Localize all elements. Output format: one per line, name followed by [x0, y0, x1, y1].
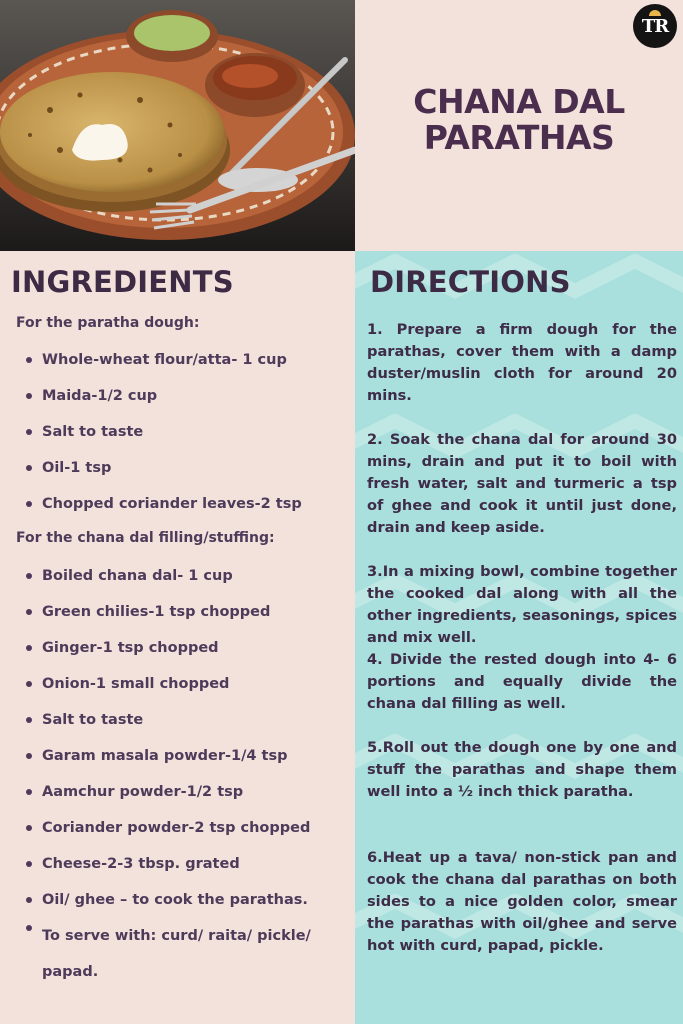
list-item: Oil-1 tsp: [22, 458, 342, 494]
list-item: To serve with: curd/ raita/ pickle/ papad.: [22, 918, 322, 990]
directions-section: [355, 251, 683, 1024]
list-item: Oil/ ghee – to cook the parathas.: [22, 890, 342, 926]
list-item: Salt to taste: [22, 710, 342, 746]
direction-step-4: 4. Divide the rested dough into 4- 6 portions and equally divide the chana dal filling as well.: [367, 651, 677, 712]
dough-subheading: For the paratha dough:: [16, 315, 200, 331]
title-line-2: PARATHAS: [423, 118, 615, 157]
list-item: Chopped coriander leaves-2 tsp: [22, 494, 342, 530]
filling-subheading: For the chana dal filling/stuffing:: [16, 530, 275, 546]
direction-step-5: 5.Roll out the dough one by one and stuff the parathas and shape them well into a ½ inch thick paratha.: [367, 739, 677, 800]
filling-ingredient-list: [22, 566, 342, 998]
list-item: Onion-1 small chopped: [22, 674, 342, 710]
list-item: Green chilies-1 tsp chopped: [22, 602, 342, 638]
brand-logo: [633, 4, 677, 48]
list-item: Aamchur powder-1/2 tsp: [22, 782, 342, 818]
ingredients-section: [0, 251, 355, 1024]
directions-heading: DIRECTIONS: [370, 265, 571, 299]
food-photo: [0, 0, 355, 251]
direction-step-2: 2. Soak the chana dal for around 30 mins, drain and put it to boil with fresh water, salt and turmeric a tsp of ghee and cook it until just done, drain and keep aside.: [367, 431, 677, 536]
dough-ingredient-list: [22, 350, 342, 530]
list-item: Cheese-2-3 tbsp. grated: [22, 854, 342, 890]
logo-text: TR: [641, 15, 669, 37]
direction-step-6: 6.Heat up a tava/ non-stick pan and cook the chana dal parathas on both sides to a nice golden color, smear the parathas with oil/ghee and serve hot with curd, papad, pickle.: [367, 849, 677, 954]
list-item: Maida-1/2 cup: [22, 386, 342, 422]
list-item: Whole-wheat flour/atta- 1 cup: [22, 350, 342, 386]
list-item: Garam masala powder-1/4 tsp: [22, 746, 342, 782]
list-item: Ginger-1 tsp chopped: [22, 638, 342, 674]
paratha-plate-illustration: [0, 0, 355, 251]
list-item: Coriander powder-2 tsp chopped: [22, 818, 342, 854]
title-line-1: CHANA DAL: [413, 82, 625, 121]
list-item: Salt to taste: [22, 422, 342, 458]
direction-step-1: 1. Prepare a firm dough for the parathas, cover them with a damp duster/muslin cloth for around 20 mins.: [367, 321, 677, 404]
recipe-title: [355, 84, 683, 156]
list-item: Boiled chana dal- 1 cup: [22, 566, 342, 602]
sun-icon: [649, 10, 661, 16]
ingredients-heading: INGREDIENTS: [11, 265, 234, 299]
direction-step-3: 3.In a mixing bowl, combine together the cooked dal along with all the other ingredients, seasonings, spices and mix well.: [367, 563, 677, 646]
title-panel: [355, 0, 683, 251]
